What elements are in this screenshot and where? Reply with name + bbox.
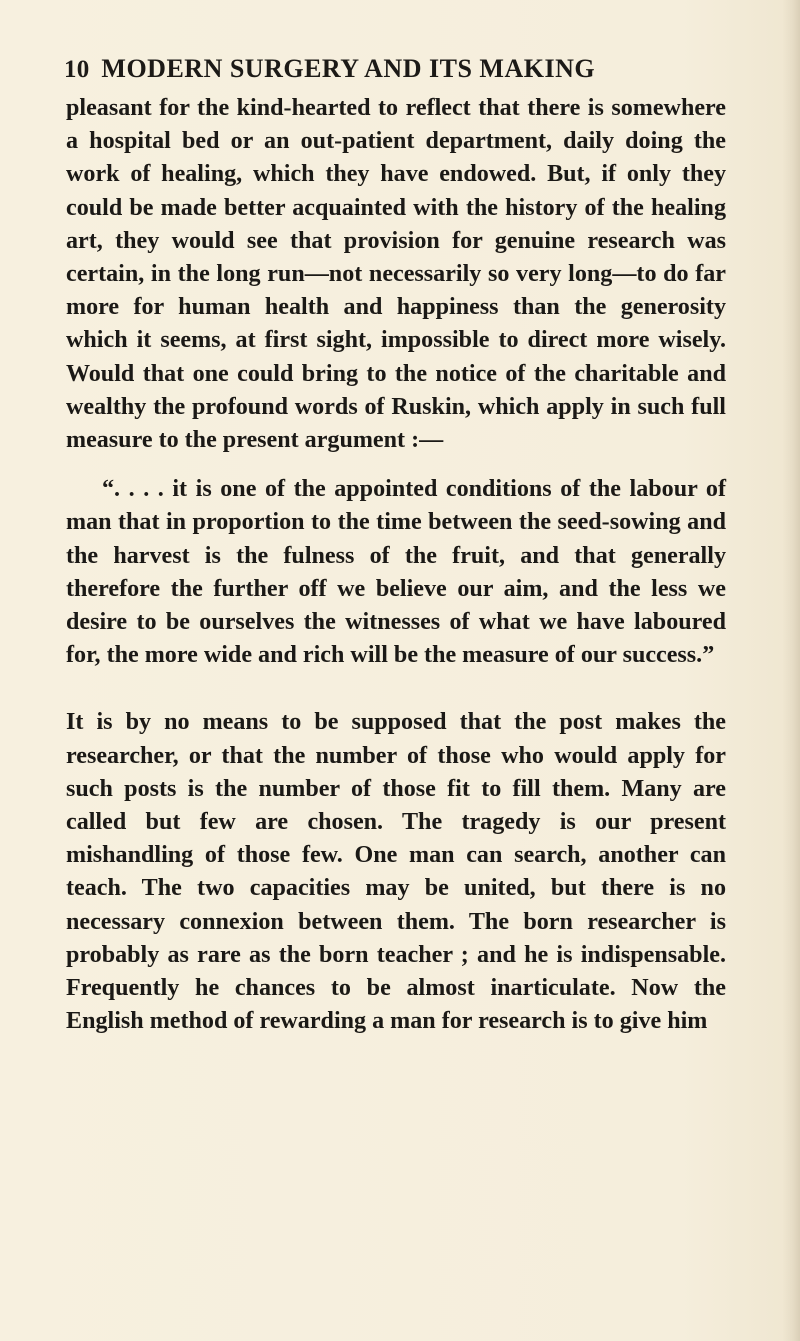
paragraph-1: pleasant for the kind-hearted to reflect that there is somewhere a hospital bed or an out-patient department, daily doing the work of healing, which they have endowed. But, if only they could be made better acquainted with the history of the healing art, they would see that provision for genuine research was certain, in the long run—not necessarily so very long—to do far more for human health and happiness than the generosity which it seems, at first sight, impossible to direct more wisely. Would that one could bring to the notice of the charitable and wealthy the profound words of Ruskin, which apply in such full measure to the present argument :— [66, 95, 726, 454]
ruskin-quote: “. . . . it is one of the appointed conditions of the labour of man that in proportion to the time between the seed-sowing and the harvest is the fulness of the fruit, and that generally therefore the further off we believe our aim, and the less we desire to be ourselves the witnesses of what we have laboured for, the more wide and rich will be the measure of our success.” [66, 476, 726, 669]
page-number: 10 [64, 56, 90, 83]
running-title: MODERN SURGERY AND ITS MAKING [101, 54, 596, 83]
paragraph-2: It is by no means to be supposed that the post makes the researcher, or that the number of those who would apply for such posts is the number of those fit to fill them. Many are called but few are chosen. The tragedy is our present mishandling of those few. One man can search, another can teach. The two capacities may be united, but there is no necessary connexion between them. The born researcher is probably as rare as the born teacher ; and he is indispensable. Frequently he chances to be almost inarticulate. Now the English method of rewarding a man for research is to give him [66, 709, 726, 1035]
page-edge-shadow [782, 0, 800, 1341]
running-header [64, 54, 724, 94]
body-text [66, 92, 726, 1038]
